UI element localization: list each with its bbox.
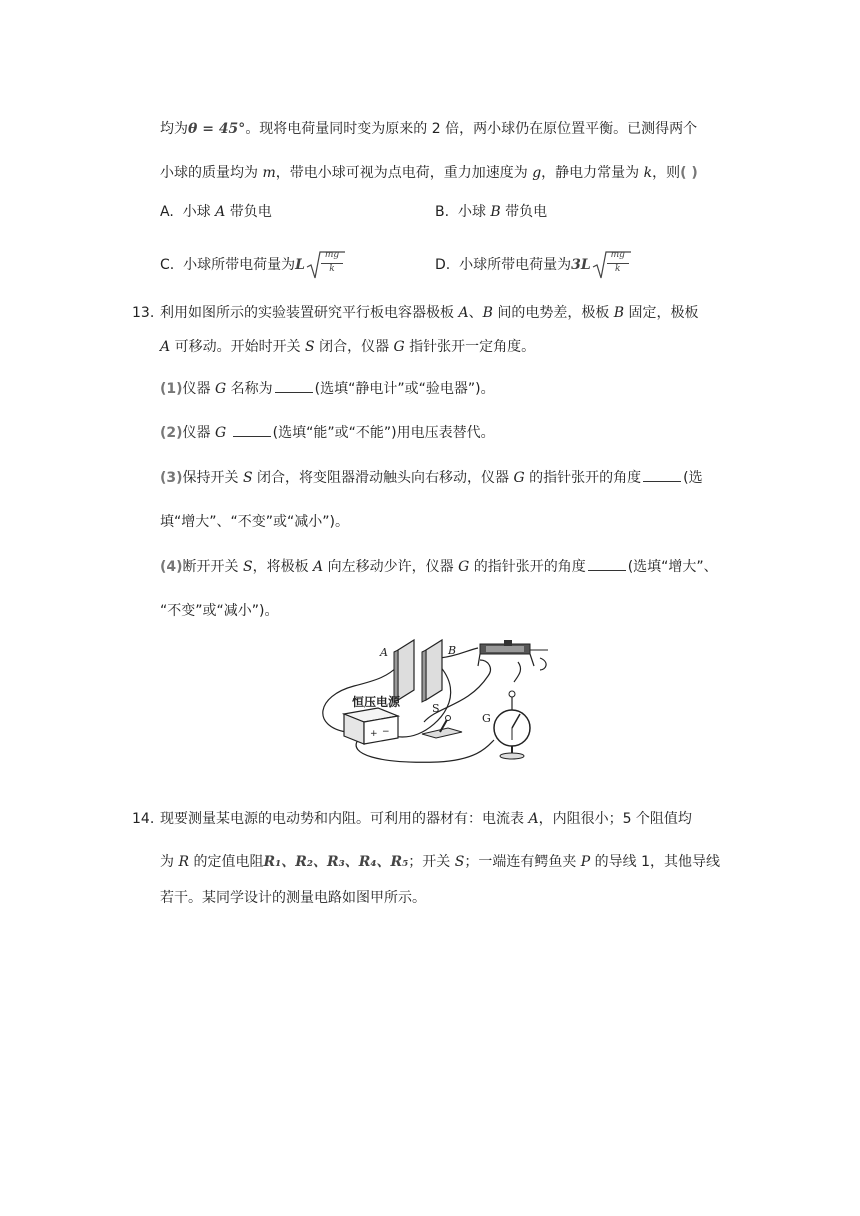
- q13-stem-1: [160, 303, 699, 323]
- part-number: (4): [160, 559, 183, 575]
- q12-line-1: [160, 119, 697, 139]
- text: 带负电: [500, 204, 548, 220]
- text: 闭合，仪器: [314, 339, 394, 355]
- text: (选填“静电计”或“验电器”)。: [314, 381, 495, 397]
- numerator: mg: [324, 250, 340, 260]
- var: S: [243, 559, 253, 575]
- coef: 3L: [571, 257, 591, 273]
- var: P: [580, 854, 591, 870]
- q12-line-2: [160, 163, 698, 183]
- var: B: [482, 305, 493, 321]
- text: 若干。某同学设计的测量电路如图甲所示。: [160, 890, 426, 906]
- power-supply-label: 恒压电源: [352, 695, 401, 709]
- wire: [440, 648, 478, 658]
- var: R: [178, 854, 189, 870]
- text: ，将极板: [252, 559, 314, 575]
- part-number: (1): [160, 381, 183, 397]
- var: S: [243, 470, 253, 486]
- text: ，内阻很小；5 个阻值均: [538, 811, 692, 827]
- text: 小球的质量均为: [160, 165, 263, 181]
- answer-blank[interactable]: [643, 467, 681, 482]
- coef: L: [295, 257, 305, 273]
- option-label: C.: [160, 257, 175, 273]
- numerator: mg: [610, 250, 625, 260]
- text: ；开关: [408, 854, 455, 870]
- answer-blank[interactable]: [588, 556, 626, 571]
- text: 填“增大”、“不变”或“减小”)。: [160, 514, 349, 530]
- var-g: g: [532, 165, 542, 181]
- text: 为: [160, 854, 179, 870]
- var: G: [215, 425, 227, 441]
- var: A: [458, 305, 469, 321]
- var: G: [393, 339, 405, 355]
- text: 小球: [182, 204, 216, 220]
- rheostat: [478, 640, 548, 666]
- option-label: B.: [435, 204, 450, 220]
- electrometer-g: [494, 691, 530, 759]
- option-d: [435, 250, 633, 280]
- option-a: [160, 202, 272, 222]
- q13-part-2: [160, 422, 495, 443]
- text: 利用如图所示的实验装置研究平行板电容器极板: [160, 305, 459, 321]
- sqrt-formula: [305, 250, 347, 280]
- var-m: m: [262, 165, 276, 181]
- var: B: [613, 305, 625, 321]
- wire: [540, 658, 546, 670]
- var: S: [305, 339, 315, 355]
- q13-number: 13.: [132, 305, 155, 321]
- text: 名称为: [226, 381, 273, 397]
- wire: [514, 662, 521, 682]
- q13-part-3: [160, 467, 703, 488]
- text: 的导线 1，其他导线: [590, 854, 721, 870]
- q13-part-3-cont: [160, 512, 349, 532]
- var: A: [160, 339, 171, 355]
- text: (选: [683, 470, 703, 486]
- answer-blank[interactable]: [233, 422, 271, 437]
- text: 仪器: [182, 425, 215, 441]
- var: G: [458, 559, 470, 575]
- sqrt-formula: [591, 250, 633, 280]
- text: ，带电小球可视为点电荷，重力加速度为: [275, 165, 533, 181]
- text: 向左移动少许，仪器: [323, 559, 459, 575]
- minus-terminal: −: [382, 727, 390, 737]
- text: 固定，极板: [624, 305, 699, 321]
- text: “不变”或“减小”)。: [160, 603, 279, 619]
- var-k: k: [643, 165, 653, 181]
- text: 现要测量某电源的电动势和内阻。可利用的器材有：电流表: [160, 811, 529, 827]
- q13-part-4: [160, 556, 718, 577]
- text: 小球: [457, 204, 491, 220]
- text: 指针张开一定角度。: [404, 339, 536, 355]
- denominator: k: [607, 263, 629, 275]
- text: ，静电力常量为: [541, 165, 644, 181]
- text: 可移动。开始时开关: [170, 339, 306, 355]
- q14-line-2: [160, 852, 720, 872]
- text: 。现将电荷量同时变为原来的 2 倍，两小球仍在原位置平衡。已测得两个: [245, 121, 698, 137]
- text: 、: [468, 305, 483, 321]
- var: A: [215, 204, 226, 220]
- option-c: [160, 250, 347, 280]
- var: G: [513, 470, 525, 486]
- label-a: A: [380, 646, 388, 659]
- text: 均为: [160, 121, 188, 137]
- var: A: [528, 811, 539, 827]
- var: A: [313, 559, 324, 575]
- answer-paren: ( ): [680, 165, 698, 181]
- text: 断开开关: [182, 559, 243, 575]
- text: 的指针张开的角度: [469, 559, 586, 575]
- text: 小球所带电荷量为: [183, 257, 296, 273]
- text: 带负电: [225, 204, 272, 220]
- var: S: [454, 854, 465, 870]
- var: B: [490, 204, 501, 220]
- plate-a: [394, 640, 414, 702]
- text: (选填“增大”、: [627, 559, 718, 575]
- text: 闭合，将变阻器滑动触头向右移动，仪器: [252, 470, 514, 486]
- q14-number: 14.: [132, 811, 155, 827]
- part-number: (3): [160, 470, 183, 486]
- plus-terminal: +: [370, 729, 378, 739]
- option-label: A.: [160, 204, 174, 220]
- q13-part-1: [160, 378, 495, 399]
- text: (选填“能”或“不能”)用电压表替代。: [272, 425, 495, 441]
- text: 的定值电阻: [189, 854, 264, 870]
- wire: [356, 740, 494, 762]
- q13-part-4-cont: [160, 601, 278, 621]
- text: ；一端连有鳄鱼夹: [464, 854, 581, 870]
- q14-line-1: [160, 809, 692, 829]
- q13-stem-2: [160, 337, 535, 357]
- option-label: D.: [435, 257, 451, 273]
- text: 的指针张开的角度: [524, 470, 642, 486]
- theta-equation: θ = 45°: [188, 121, 246, 137]
- label-s: S: [432, 702, 440, 715]
- label-g: G: [482, 712, 491, 725]
- answer-blank[interactable]: [275, 378, 313, 393]
- text: 间的电势差，极板: [492, 305, 614, 321]
- text: ，则: [652, 165, 681, 181]
- capacitor-apparatus-figure: [318, 636, 552, 770]
- part-number: (2): [160, 425, 183, 441]
- text: 仪器: [182, 381, 215, 397]
- plate-b: [422, 640, 442, 702]
- label-b: B: [448, 644, 457, 657]
- denominator: k: [321, 263, 343, 275]
- option-b: [435, 202, 547, 222]
- resistor-list: R₁、R₂、R₃、R₄、R₅: [263, 854, 409, 870]
- q14-line-3: [160, 888, 426, 908]
- text: 小球所带电荷量为: [459, 257, 572, 273]
- var: G: [215, 381, 227, 397]
- text: 保持开关: [182, 470, 243, 486]
